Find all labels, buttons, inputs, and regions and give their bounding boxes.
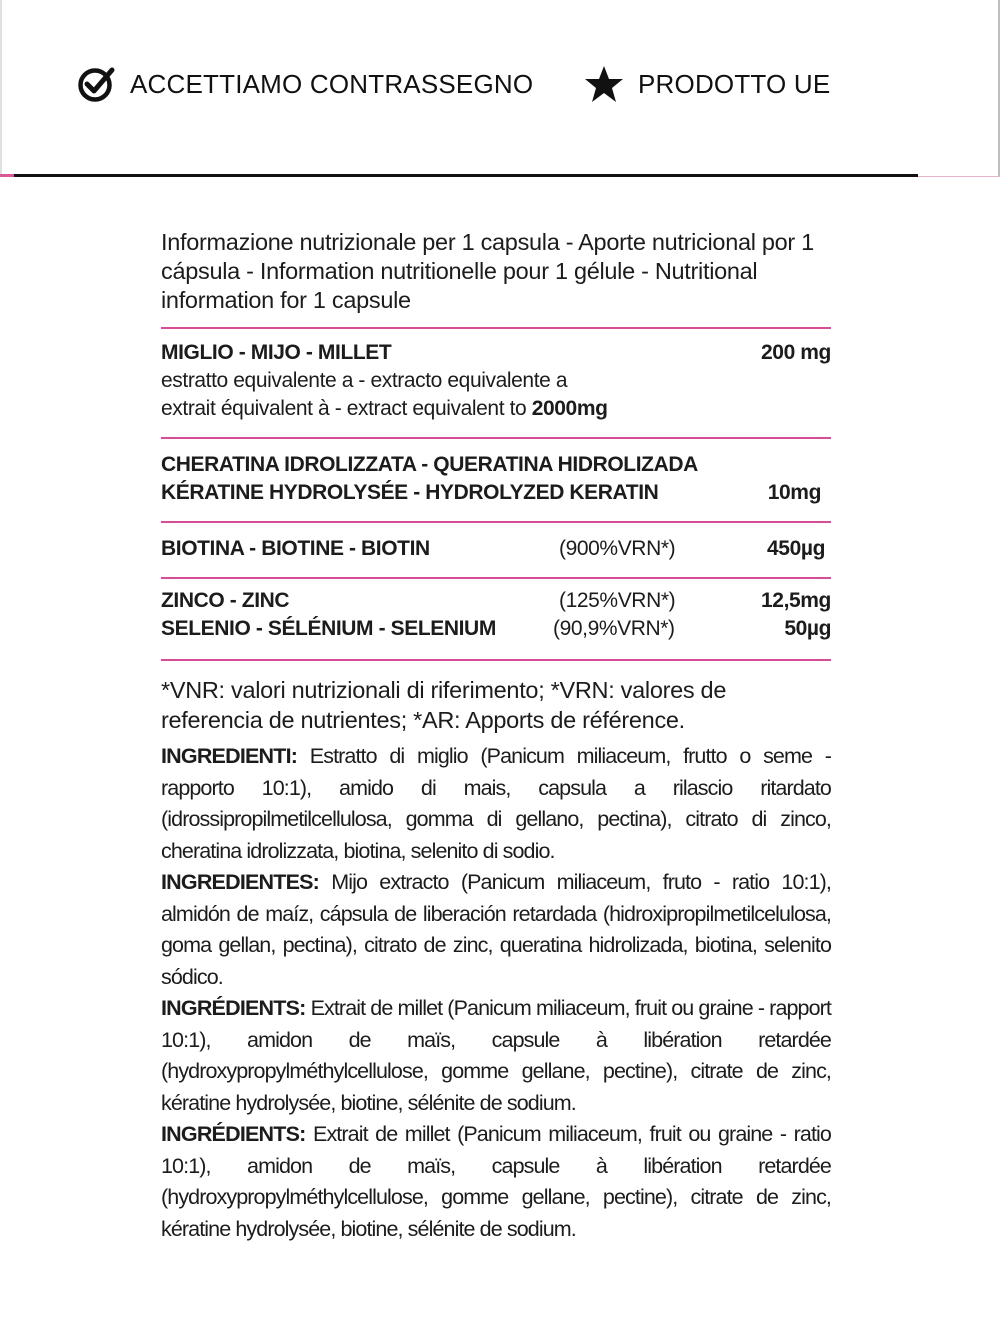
- nutrient-amount: 450µg: [767, 537, 825, 560]
- nutrient-desc-text: extrait équivalent à - extract equivalent to: [161, 397, 532, 420]
- nutrient-name-selenium: SELENIO - SÉLÉNIUM - SELENIUM: [161, 617, 496, 640]
- nutrient-name: BIOTINA - BIOTINE - BIOTIN: [161, 537, 430, 560]
- nutrient-name-zinc: ZINCO - ZINC: [161, 589, 290, 612]
- ingredients-text: Mijo extracto (Panicum miliaceum, fruto - ratio 10:1), almidón de maíz, cápsula de liberación retardada (hidroxipropilmetilcelulosa, goma gellan, pectina), citrato de zinc, queratina hidrolizada, biotina, selenito sódico.: [161, 870, 831, 989]
- check-circle-icon: [76, 64, 116, 104]
- star-icon: [584, 64, 624, 104]
- badge-label-cod: ACCETTIAMO CONTRASSEGNO: [130, 68, 534, 99]
- header-divider-accent: [0, 174, 14, 177]
- ingredients-text: Estratto di miglio (Panicum miliaceum, frutto o seme - rapporto 10:1), amido di mais, capsula a rilascio ritardato (idrossipropilmetilcellulosa, gomma di gellano, pectina), citrato di zinco, cheratina idrolizzata, biotina, selenito di sodio.: [161, 744, 831, 863]
- nutrient-row-zinc-selenium: [161, 577, 831, 661]
- nutrient-desc-line1: estratto equivalente a - extracto equivalente a: [161, 369, 568, 392]
- nutrient-desc-amount: 2000mg: [531, 397, 608, 420]
- top-banner: [0, 0, 1000, 176]
- nutrient-amount-zinc: 12,5mg: [761, 589, 831, 612]
- nutrient-row-keratin: [161, 437, 831, 521]
- nutrient-vrn-selenium: (90,9%VRN*): [553, 617, 675, 640]
- ingredients-es: [161, 867, 831, 993]
- ingredients-lead: INGRÉDIENTS:: [161, 996, 306, 1020]
- nutrient-name-line2: KÉRATINE HYDROLYSÉE - HYDROLYZED KERATIN: [161, 481, 659, 504]
- nutrient-name-line1: CHERATINA IDROLIZZATA - QUERATINA HIDROLIZADA: [161, 453, 698, 476]
- ingredients-fr: [161, 993, 831, 1119]
- badge-label-eu: PRODOTTO UE: [638, 68, 831, 99]
- nutrient-amount-selenium: 50µg: [784, 617, 831, 640]
- ingredients-section: [161, 741, 831, 1245]
- nutrient-vrn-zinc: (125%VRN*): [559, 589, 676, 612]
- ingredients-text: Extrait de millet (Panicum miliaceum, fruit ou graine - ratio 10:1), amidon de maïs, capsule à libération retardée (hydroxypropylméthylcellulose, gomme gellane, pectine), citrate de zinc, kératine hydrolysée, biotine, sélénite de sodium.: [161, 1122, 831, 1241]
- nutrient-amount: 200 mg: [761, 341, 831, 364]
- nutrient-vrn: (900%VRN*): [559, 537, 676, 560]
- reference-values-note: *VNR: valori nutrizionali di riferimento; *VRN: valores de referencia de nutrientes; *AR: Apports de référence.: [161, 677, 727, 733]
- cash-on-delivery-badge: [76, 64, 533, 104]
- ingredients-lead: INGRÉDIENTS:: [161, 1122, 306, 1146]
- nutrient-name: MIGLIO - MIJO - MILLET: [161, 341, 392, 364]
- nutrient-row-millet: [161, 327, 831, 437]
- ingredients-text: Extrait de millet (Panicum miliaceum, fruit ou graine - rapport 10:1), amidon de maïs, capsule à libération retardée (hydroxypropylméthylcellulose, gomme gellane, pectine), citrate de zinc, kératine hydrolysée, biotine, sélénite de sodium.: [161, 996, 832, 1115]
- ingredients-lead: INGREDIENTES:: [161, 870, 320, 894]
- header-divider-accent-right: [918, 176, 1000, 177]
- header-divider: [0, 174, 918, 177]
- ingredients-lead: INGREDIENTI:: [161, 744, 298, 768]
- nutrition-label: [161, 228, 831, 1245]
- nutrient-desc-line2: [161, 395, 831, 423]
- nutrient-row-biotin: [161, 521, 831, 577]
- nutrition-intro: Informazione nutrizionale per 1 capsula - Aporte nutricional por 1 cápsula - Information nutritionelle pour 1 gélule - Nutritional information for 1 capsule: [161, 229, 814, 313]
- ingredients-it: [161, 741, 831, 867]
- nutrient-amount: 10mg: [767, 481, 821, 504]
- ingredients-fr-2: [161, 1119, 831, 1245]
- eu-product-badge: [584, 64, 830, 104]
- banner-left-edge: [0, 0, 2, 176]
